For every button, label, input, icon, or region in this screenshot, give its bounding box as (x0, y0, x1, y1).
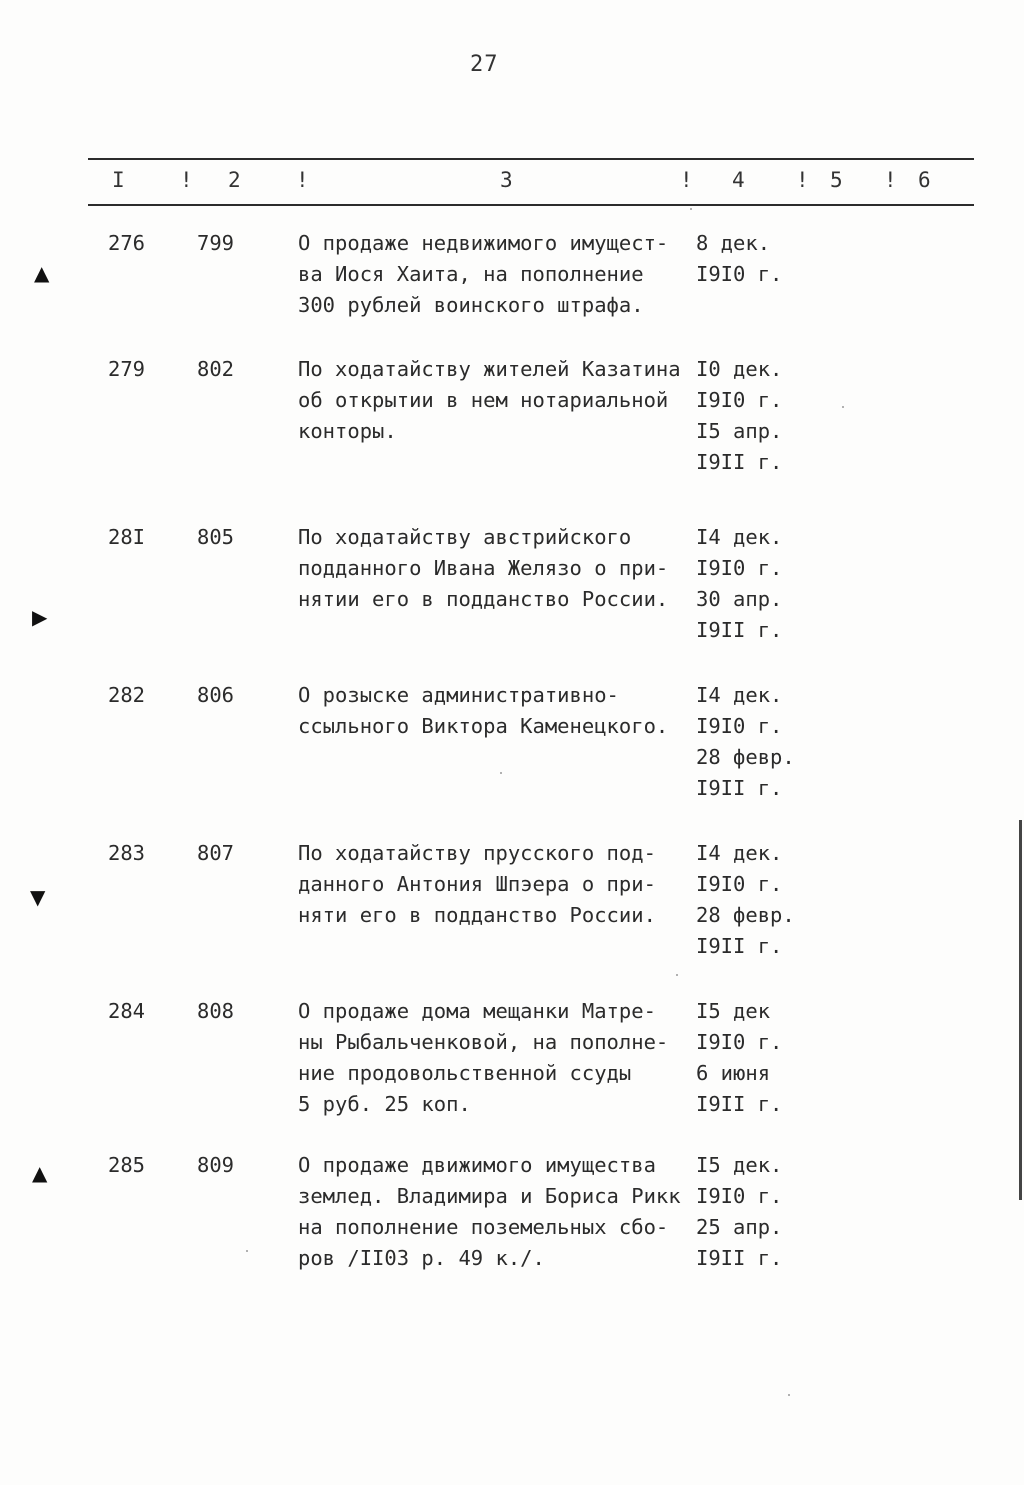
date-line: I9I0 г. (696, 1184, 783, 1208)
header-col-2: 2 (228, 168, 241, 192)
scan-speck (690, 208, 692, 210)
row-number: 276 (108, 231, 146, 255)
row-dates (696, 680, 795, 804)
row-description (298, 680, 698, 742)
date-line: 30 апр. (696, 587, 783, 611)
punch-mark-icon: ▼ (30, 885, 46, 909)
description-line: конторы. (298, 419, 397, 443)
date-line: I9I0 г. (696, 872, 783, 896)
file-number: 799 (197, 231, 235, 255)
description-line: По ходатайству прусского под- (298, 841, 656, 865)
date-line: I9I0 г. (696, 714, 783, 738)
description-line: нятии его в подданство России. (298, 587, 669, 611)
header-separator: ! (680, 168, 693, 192)
file-number: 805 (197, 525, 235, 549)
date-line: I0 дек. (696, 357, 783, 381)
header-col-1: I (112, 168, 125, 192)
description-line: О розыске административно- (298, 683, 619, 707)
scan-speck (842, 406, 844, 408)
scan-edge-line (1019, 820, 1022, 1200)
punch-mark-icon: ▶ (32, 605, 48, 629)
row-description (298, 996, 698, 1120)
row-dates (696, 228, 782, 290)
date-line: I4 дек. (696, 525, 783, 549)
date-line: I4 дек. (696, 841, 783, 865)
date-line: I9I0 г. (696, 388, 783, 412)
header-col-6: 6 (918, 168, 931, 192)
date-line: 28 февр. (696, 903, 795, 927)
date-line: I5 апр. (696, 419, 783, 443)
description-line: данного Антония Шпэера о при- (298, 872, 656, 896)
page-number: 27 (470, 52, 499, 77)
row-number: 283 (108, 841, 146, 865)
description-line: О продаже дома мещанки Матре- (298, 999, 656, 1023)
row-dates (696, 522, 782, 646)
header-col-5: 5 (830, 168, 843, 192)
row-description (298, 838, 698, 931)
date-line: 28 февр. (696, 745, 795, 769)
row-dates (696, 354, 782, 478)
row-description (298, 354, 698, 447)
description-line: О продаже движимого имущества (298, 1153, 656, 1177)
row-number: 282 (108, 683, 146, 707)
date-line: 25 апр. (696, 1215, 783, 1239)
date-line: I5 дек. (696, 1153, 783, 1177)
description-line: ссыльного Виктора Каменецкого. (298, 714, 669, 738)
description-line: По ходатайству австрийского (298, 525, 632, 549)
punch-mark-icon: ▲ (34, 261, 50, 285)
punch-mark-icon: ▲ (32, 1161, 48, 1185)
row-description (298, 228, 698, 321)
scan-speck (500, 772, 502, 774)
file-number: 806 (197, 683, 235, 707)
row-dates (696, 838, 795, 962)
date-line: I9II г. (696, 1246, 783, 1270)
header-separator: ! (796, 168, 809, 192)
file-number: 808 (197, 999, 235, 1023)
description-line: ны Рыбальченковой, на пополне- (298, 1030, 669, 1054)
table-header (0, 168, 1024, 194)
scan-speck (676, 974, 678, 976)
date-line: I9I0 г. (696, 1030, 783, 1054)
date-line: I9I0 г. (696, 556, 783, 580)
file-number: 809 (197, 1153, 235, 1177)
description-line: об открытии в нем нотариальной (298, 388, 669, 412)
date-line: I9II г. (696, 618, 783, 642)
description-line: няти его в подданство России. (298, 903, 656, 927)
file-number: 802 (197, 357, 235, 381)
date-line: I9I0 г. (696, 262, 783, 286)
row-number: 28I (108, 525, 146, 549)
row-number: 285 (108, 1153, 146, 1177)
file-number: 807 (197, 841, 235, 865)
date-line: I9II г. (696, 934, 783, 958)
date-line: I5 дек (696, 999, 771, 1023)
row-number: 284 (108, 999, 146, 1023)
date-line: 8 дек. (696, 231, 771, 255)
date-line: 6 июня (696, 1061, 771, 1085)
scan-speck (788, 1394, 790, 1396)
header-col-4: 4 (732, 168, 745, 192)
description-line: 5 руб. 25 коп. (298, 1092, 471, 1116)
header-col-3: 3 (500, 168, 513, 192)
date-line: I9II г. (696, 1092, 783, 1116)
header-separator: ! (180, 168, 193, 192)
description-line: О продаже недвижимого имущест- (298, 231, 669, 255)
scan-speck (246, 1250, 248, 1252)
header-top-rule (88, 158, 974, 160)
row-description (298, 522, 698, 615)
date-line: I4 дек. (696, 683, 783, 707)
row-number: 279 (108, 357, 146, 381)
description-line: ров /II03 р. 49 к./. (298, 1246, 545, 1270)
date-line: I9II г. (696, 450, 783, 474)
description-line: подданного Ивана Желязо о при- (298, 556, 669, 580)
row-description (298, 1150, 698, 1274)
description-line: ние продовольственной ссуды (298, 1061, 632, 1085)
description-line: на пополнение поземельных сбо- (298, 1215, 669, 1239)
description-line: По ходатайству жителей Казатина (298, 357, 681, 381)
description-line: 300 рублей воинского штрафа. (298, 293, 644, 317)
description-line: землед. Владимира и Бориса Рикк (298, 1184, 681, 1208)
row-dates (696, 1150, 782, 1274)
header-separator: ! (884, 168, 897, 192)
description-line: ва Иося Хаита, на пополнение (298, 262, 644, 286)
header-bottom-rule (88, 204, 974, 206)
row-dates (696, 996, 782, 1120)
header-separator: ! (296, 168, 309, 192)
date-line: I9II г. (696, 776, 783, 800)
